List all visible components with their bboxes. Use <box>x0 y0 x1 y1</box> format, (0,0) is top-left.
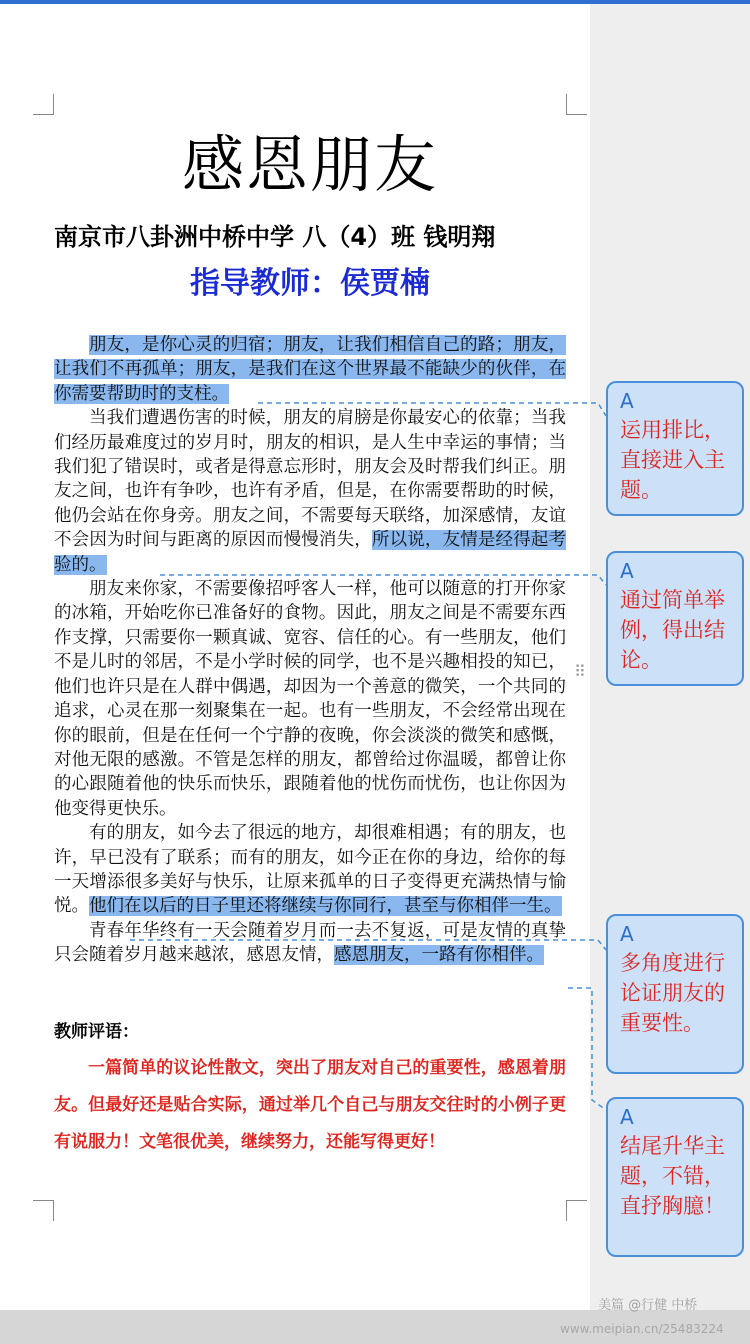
teacher-comment-text: 一篇简单的议论性散文，突出了朋友对自己的重要性，感恩着朋友。但最好还是贴合实际，通过举几个自己与朋友交往时的小例子更有说服力！文笔很优美，继续努力，还能写得更好！ <box>54 1058 566 1152</box>
comment-note-text: 运用排比，直接进入主题。 <box>620 418 725 502</box>
comment-note-text: 多角度进行论证朋友的重要性。 <box>620 951 725 1035</box>
crop-mark-top-right <box>566 94 587 115</box>
paragraph[interactable] <box>54 333 566 406</box>
crop-mark-bottom-right <box>566 1200 587 1221</box>
author-line: 南京市八卦洲中桥中学 八（4）班 钱明翔 <box>54 223 496 251</box>
teacher-line: 指导教师：侯贾楠 <box>190 266 430 301</box>
text-segment: 青春年华终有一天会随着岁月而一去不复返，可是友情的真挚只会随着岁月越来越浓，感恩友情， <box>54 920 566 966</box>
drag-handle-icon[interactable]: ⠿ <box>574 662 586 681</box>
teacher-comment-label: 教师评语： <box>54 1022 139 1042</box>
highlighted-text: 感恩朋友，一路有你相伴。 <box>334 945 544 966</box>
highlighted-text: 朋友，是你心灵的归宿；朋友，让我们相信自己的路；朋友，让我们不再孤单；朋友，是我们在这个世界最不能缺少的伙伴，在你需要帮助时的支柱。 <box>54 335 566 404</box>
text-segment: 有的朋友，如今去了很远的地方，却很难相遇；有的朋友，也许，早已没有了联系；而有的朋友，如今正在你的身边，给你的每一天增添很多美好与快乐，让原来孤单的日子变得更充满热情与愉悦。 <box>54 823 566 917</box>
comment-author-initial: A <box>620 389 634 413</box>
comment-note-text: 通过简单举例，得出结论。 <box>620 588 725 672</box>
crop-mark-bottom-left <box>33 1200 54 1221</box>
comment-note-1[interactable] <box>606 381 744 516</box>
text-segment: 当我们遭遇伤害的时候，朋友的肩膀是你最安心的依靠；当我们经历最难度过的岁月时，朋友的相识，是人生中幸运的事情；当我们犯了错误时，或者是得意忘形时，朋友会及时帮我们纠正。朋友之间，也许有争吵，也许有矛盾，但是，在你需要帮助的时候，他仍会站在你身旁。朋友之间，不需要每天联络，加深感情，友谊不会因为时间与距离的原因而慢慢消失， <box>54 408 566 551</box>
comment-author-initial: A <box>620 1105 634 1129</box>
crop-mark-top-left <box>33 94 54 115</box>
watermark: 美篇 @行健 中桥 <box>598 1298 698 1313</box>
paragraph[interactable] <box>54 821 566 919</box>
comment-note-text: 结尾升华主题，不错，直抒胸臆！ <box>620 1134 725 1218</box>
highlighted-text: 所以说，友情是经得起考验的。 <box>54 530 567 575</box>
comment-note-3[interactable] <box>606 914 744 1074</box>
document-title: 感恩朋友 <box>181 128 438 201</box>
paragraph[interactable] <box>54 406 566 577</box>
paragraph[interactable] <box>54 577 566 821</box>
text-segment: 朋友来你家，不需要像招呼客人一样，他可以随意的打开你家的冰箱，开始吃你已准备好的食物。因此，朋友之间是不需要东西作支撑，只需要你一颗真诚、宽容、信任的心。有一些朋友，他们不是儿时的邻居，不是小学时候的同学，也不是兴趣相投的知已，他们也许只是在人群中偶遇，却因为一个善意的微笑，一个共同的追求，心灵在那一刻聚集在一起。也有一些朋友，不会经常出现在你的眼前，但是在任何一个宁静的夜晚，你会淡淡的微笑和感慨，对他无限的感激。不管是怎样的朋友，都曾给过你温暖，都曾让你的心跟随着他的快乐而快乐，跟随着他的忧伤而忧伤，也让你因为他变得更快乐。 <box>54 579 566 819</box>
document-body[interactable] <box>54 333 566 968</box>
watermark-url: www.meipian.cn/25483224 <box>560 1322 724 1336</box>
comment-author-initial: A <box>620 559 634 583</box>
comment-note-4[interactable] <box>606 1097 744 1257</box>
comment-note-2[interactable] <box>606 551 744 686</box>
paragraph[interactable] <box>54 919 566 968</box>
highlighted-text: 他们在以后的日子里还将继续与你同行，甚至与你相伴一生。 <box>89 896 562 917</box>
comment-author-initial: A <box>620 922 634 946</box>
